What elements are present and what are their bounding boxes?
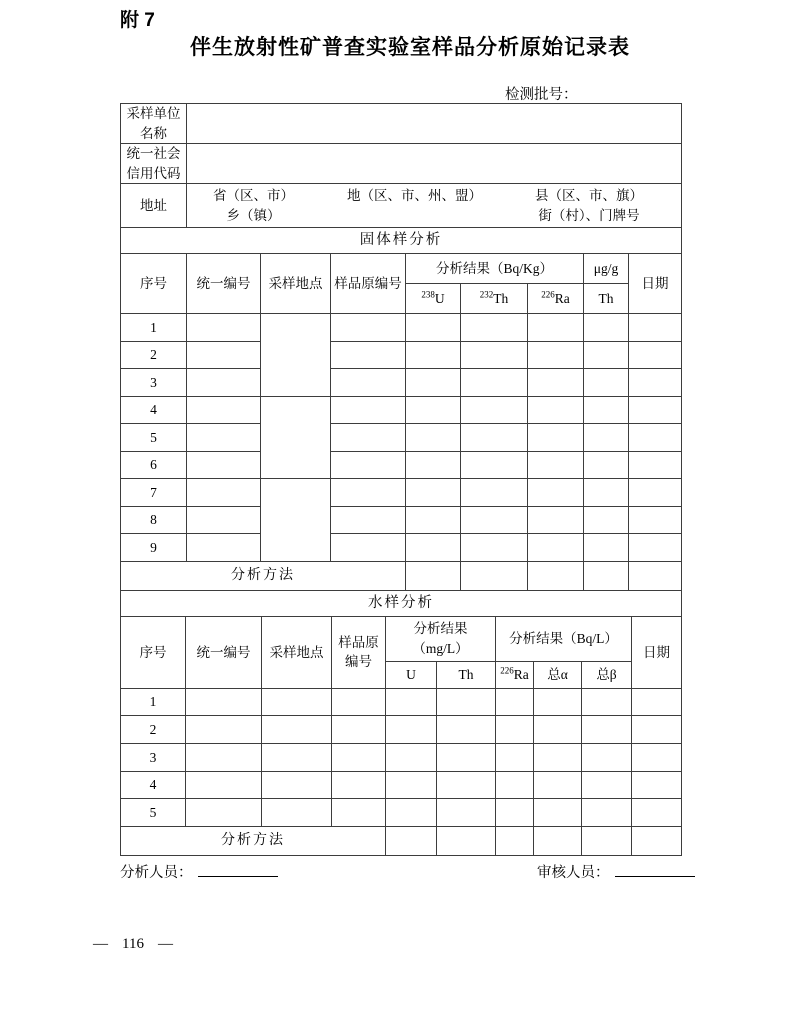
water-method-alpha-cell: [534, 826, 582, 855]
solid-location-cell: [261, 314, 331, 397]
solid-ra226-cell: [528, 451, 584, 479]
solid-seq-cell: 9: [121, 534, 187, 562]
solid-th232-cell: [461, 424, 528, 452]
solid-orig-no-cell: [331, 424, 406, 452]
solid-u238-cell: [406, 534, 461, 562]
solid-orig-no-cell: [331, 396, 406, 424]
unit-name-value-cell: [187, 104, 682, 144]
water-u-cell: [386, 744, 437, 772]
solid-date-cell: [629, 479, 682, 507]
solid-orig-no-cell: [331, 314, 406, 342]
water-seq-cell: 5: [121, 799, 186, 827]
water-unified-no-cell: [186, 771, 262, 799]
solid-col-th232: $^{232}$Th: [461, 284, 528, 314]
analyst-signature-line: [120, 861, 278, 882]
solid-data-row-9: [121, 534, 682, 562]
water-method-row: [121, 826, 682, 855]
solid-date-cell: [629, 341, 682, 369]
solid-method-row: [121, 561, 682, 590]
solid-data-row-3: [121, 369, 682, 397]
address-prefecture-group: 地（区、市、州、盟）: [347, 188, 482, 204]
solid-th232-cell: [461, 369, 528, 397]
water-seq-cell: 2: [121, 716, 186, 744]
water-u-cell: [386, 771, 437, 799]
water-total-beta-cell: [582, 688, 632, 716]
unit-name-label: 采样单位 名称: [121, 104, 187, 144]
solid-date-cell: [629, 451, 682, 479]
solid-col-ra226: $^{226}$Ra: [528, 284, 584, 314]
solid-th232-cell: [461, 451, 528, 479]
solid-ra226-cell: [528, 314, 584, 342]
water-col-location: 采样地点: [262, 616, 332, 688]
water-data-row-1: [121, 688, 682, 716]
solid-th-ugg-cell: [584, 534, 629, 562]
solid-date-cell: [629, 314, 682, 342]
water-orig-no-cell: [332, 744, 386, 772]
solid-th232-cell: [461, 314, 528, 342]
solid-col-location: 采样地点: [261, 254, 331, 314]
water-th-cell: [437, 771, 496, 799]
water-date-cell: [632, 799, 682, 827]
solid-section-bar: [121, 228, 682, 254]
address-county-group: 县（区、市、旗） 街（村）、门牌号: [535, 188, 643, 223]
water-data-row-5: [121, 799, 682, 827]
water-ra226-cell: [496, 716, 534, 744]
water-th-cell: [437, 744, 496, 772]
solid-ra226-cell: [528, 396, 584, 424]
water-seq-cell: 4: [121, 771, 186, 799]
water-unified-no-cell: [186, 744, 262, 772]
solid-date-cell: [629, 369, 682, 397]
water-total-alpha-cell: [534, 688, 582, 716]
water-section-bar: [121, 590, 682, 616]
analyst-label: 分析人员：: [120, 865, 193, 881]
water-method-ra226-cell: [496, 826, 534, 855]
solid-data-row-1: [121, 314, 682, 342]
solid-col-orig-no: 样品原编号: [331, 254, 406, 314]
solid-col-unified-no: 统一编号: [187, 254, 261, 314]
solid-th232-cell: [461, 506, 528, 534]
solid-orig-no-cell: [331, 369, 406, 397]
solid-th-ugg-cell: [584, 506, 629, 534]
water-orig-no-cell: [332, 771, 386, 799]
water-col-unified-no: 统一编号: [186, 616, 262, 688]
water-seq-cell: 3: [121, 744, 186, 772]
solid-data-row-7: [121, 479, 682, 507]
credit-code-row: [121, 144, 682, 184]
solid-th232-cell: [461, 396, 528, 424]
water-total-alpha-cell: [534, 744, 582, 772]
water-data-row-3: [121, 744, 682, 772]
solid-data-row-8: [121, 506, 682, 534]
water-total-beta-cell: [582, 744, 632, 772]
solid-col-date: 日期: [629, 254, 682, 314]
batch-number-label: 检测批号：: [505, 87, 578, 103]
solid-u238-cell: [406, 424, 461, 452]
solid-method-label: 分析方法: [121, 561, 406, 590]
solid-method-th232-cell: [461, 561, 528, 590]
solid-col-th-ugg: Th: [584, 284, 629, 314]
water-date-cell: [632, 744, 682, 772]
solid-seq-cell: 8: [121, 506, 187, 534]
water-col-u: U: [386, 661, 437, 688]
address-province-group: 省（区、市） 乡（镇）: [213, 188, 294, 223]
solid-date-cell: [629, 396, 682, 424]
solid-unified-no-cell: [187, 341, 261, 369]
water-col-date: 日期: [632, 616, 682, 688]
water-unified-no-cell: [186, 716, 262, 744]
solid-unified-no-cell: [187, 506, 261, 534]
water-ra226-cell: [496, 771, 534, 799]
reviewer-signature-line: [537, 861, 695, 882]
solid-orig-no-cell: [331, 451, 406, 479]
solid-unified-no-cell: [187, 396, 261, 424]
solid-ra226-cell: [528, 341, 584, 369]
solid-date-cell: [629, 534, 682, 562]
water-u-cell: [386, 799, 437, 827]
water-sample-table: [120, 590, 682, 856]
solid-orig-no-cell: [331, 534, 406, 562]
water-th-cell: [437, 688, 496, 716]
water-location-cell: [262, 688, 332, 716]
solid-unified-no-cell: [187, 424, 261, 452]
page-number-value: 116: [122, 936, 144, 952]
unit-name-row: [121, 104, 682, 144]
solid-col-seq: 序号: [121, 254, 187, 314]
solid-method-u238-cell: [406, 561, 461, 590]
solid-orig-no-cell: [331, 479, 406, 507]
water-col-seq: 序号: [121, 616, 186, 688]
solid-u238-cell: [406, 314, 461, 342]
water-method-date-cell: [632, 826, 682, 855]
water-unified-no-cell: [186, 799, 262, 827]
water-method-beta-cell: [582, 826, 632, 855]
water-unified-no-cell: [186, 688, 262, 716]
solid-u238-cell: [406, 341, 461, 369]
solid-data-row-4: [121, 396, 682, 424]
water-total-beta-cell: [582, 771, 632, 799]
solid-u238-cell: [406, 479, 461, 507]
solid-th232-cell: [461, 341, 528, 369]
credit-code-value-cell: [187, 144, 682, 184]
reviewer-underline: [615, 863, 695, 877]
water-total-alpha-cell: [534, 771, 582, 799]
water-mgl-group-header: 分析结果 （mg/L）: [386, 616, 496, 661]
solid-unified-no-cell: [187, 534, 261, 562]
water-u-cell: [386, 688, 437, 716]
appendix-label: 附 7: [120, 10, 155, 31]
water-method-u-cell: [386, 826, 437, 855]
page-number-dash-right: —: [157, 936, 173, 952]
solid-seq-cell: 2: [121, 341, 187, 369]
water-method-th-cell: [437, 826, 496, 855]
water-col-orig-no: 样品原 编号: [332, 616, 386, 688]
water-data-row-4: [121, 771, 682, 799]
solid-seq-cell: 5: [121, 424, 187, 452]
water-orig-no-cell: [332, 716, 386, 744]
water-orig-no-cell: [332, 688, 386, 716]
solid-header-row-1: [121, 254, 682, 284]
solid-th232-cell: [461, 534, 528, 562]
solid-th-ugg-cell: [584, 314, 629, 342]
water-ra226-cell: [496, 799, 534, 827]
water-orig-no-cell: [332, 799, 386, 827]
water-section-title: 水样分析: [121, 590, 682, 616]
water-total-beta-cell: [582, 799, 632, 827]
solid-th232-cell: [461, 479, 528, 507]
water-total-beta-cell: [582, 716, 632, 744]
form-tables: [120, 103, 681, 856]
water-ra226-cell: [496, 744, 534, 772]
solid-ra226-cell: [528, 506, 584, 534]
solid-th-ugg-cell: [584, 369, 629, 397]
water-date-cell: [632, 716, 682, 744]
solid-date-cell: [629, 506, 682, 534]
water-header-row-1: [121, 616, 682, 661]
water-col-total-alpha: 总α: [534, 661, 582, 688]
solid-orig-no-cell: [331, 341, 406, 369]
solid-th-ugg-cell: [584, 396, 629, 424]
solid-unified-no-cell: [187, 369, 261, 397]
solid-seq-cell: 4: [121, 396, 187, 424]
water-u-cell: [386, 716, 437, 744]
solid-u238-cell: [406, 369, 461, 397]
solid-method-date-cell: [629, 561, 682, 590]
water-location-cell: [262, 771, 332, 799]
water-bql-group-header: 分析结果（Bq/L）: [496, 616, 632, 661]
water-seq-cell: 1: [121, 688, 186, 716]
solid-unified-no-cell: [187, 479, 261, 507]
solid-data-row-2: [121, 341, 682, 369]
solid-date-cell: [629, 424, 682, 452]
solid-method-ra226-cell: [528, 561, 584, 590]
solid-u238-cell: [406, 451, 461, 479]
water-method-label: 分析方法: [121, 826, 386, 855]
address-value-cell: [187, 184, 682, 228]
solid-seq-cell: 1: [121, 314, 187, 342]
solid-unified-no-cell: [187, 451, 261, 479]
solid-th-ugg-cell: [584, 451, 629, 479]
solid-sample-table: [120, 227, 682, 591]
page-number: [93, 936, 173, 953]
solid-u238-cell: [406, 506, 461, 534]
water-ra226-cell: [496, 688, 534, 716]
solid-seq-cell: 3: [121, 369, 187, 397]
water-date-cell: [632, 688, 682, 716]
water-location-cell: [262, 716, 332, 744]
solid-ra226-cell: [528, 369, 584, 397]
solid-data-row-6: [121, 451, 682, 479]
solid-seq-cell: 6: [121, 451, 187, 479]
water-col-total-beta: 总β: [582, 661, 632, 688]
solid-orig-no-cell: [331, 506, 406, 534]
sampling-info-table: [120, 103, 682, 228]
water-th-cell: [437, 716, 496, 744]
solid-location-cell: [261, 479, 331, 562]
solid-ra226-cell: [528, 479, 584, 507]
address-label: 地址: [121, 184, 187, 228]
water-th-cell: [437, 799, 496, 827]
water-total-alpha-cell: [534, 716, 582, 744]
solid-ugg-group-header: μg/g: [584, 254, 629, 284]
solid-th-ugg-cell: [584, 479, 629, 507]
page-number-dash-left: —: [93, 936, 108, 952]
solid-location-cell: [261, 396, 331, 479]
solid-th-ugg-cell: [584, 341, 629, 369]
solid-method-th-ugg-cell: [584, 561, 629, 590]
solid-section-title: 固体样分析: [121, 228, 682, 254]
solid-ra226-cell: [528, 424, 584, 452]
solid-col-u238: $^{238}$U: [406, 284, 461, 314]
solid-u238-cell: [406, 396, 461, 424]
solid-th-ugg-cell: [584, 424, 629, 452]
credit-code-label: 统一社会 信用代码: [121, 144, 187, 184]
water-data-row-2: [121, 716, 682, 744]
water-total-alpha-cell: [534, 799, 582, 827]
water-col-ra226: $^{226}$Ra: [496, 661, 534, 688]
solid-ra226-cell: [528, 534, 584, 562]
reviewer-label: 审核人员：: [537, 865, 610, 881]
analyst-underline: [198, 863, 278, 877]
solid-seq-cell: 7: [121, 479, 187, 507]
water-col-th: Th: [437, 661, 496, 688]
solid-unified-no-cell: [187, 314, 261, 342]
water-location-cell: [262, 744, 332, 772]
water-date-cell: [632, 771, 682, 799]
solid-result-group-header: 分析结果（Bq/Kg）: [406, 254, 584, 284]
water-location-cell: [262, 799, 332, 827]
page-title: 伴生放射性矿普查实验室样品分析原始记录表: [190, 36, 630, 59]
solid-data-row-5: [121, 424, 682, 452]
address-row: [121, 184, 682, 228]
